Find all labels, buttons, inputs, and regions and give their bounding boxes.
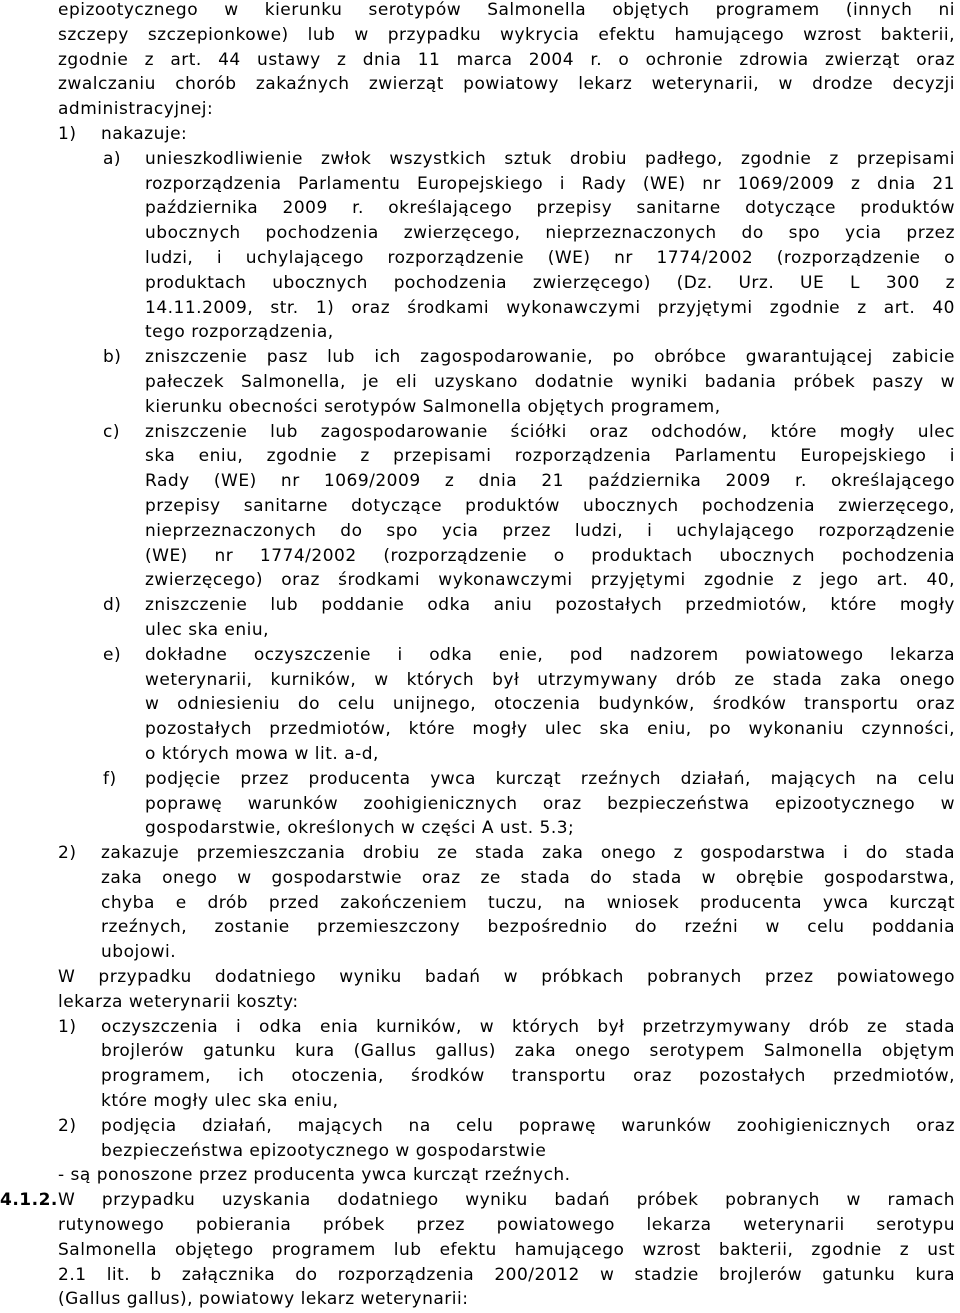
text-line: produktach ubocznych pochodzenia zwierzęcego) (Dz. Urz. UE L 300 z [145,272,955,293]
text-line: zniszczenie lub poddanie odka aniu pozostałych przedmiotów, które mogły [145,595,955,616]
text-line: podjęcie przez producenta ywca kurcząt rzeźnych działań, mających na celu [145,768,955,789]
text-line: administracyjnej: [58,99,214,120]
text-line: tego rozporządzenia, [145,322,334,343]
text-line: zgodnie z art. 44 ustawy z dnia 11 marca 2004 r. o ochronie zdrowia zwierząt oraz [58,49,955,70]
text-line: zniszczenie pasz lub ich zagospodarowanie, po obróbce gwarantującej zabicie [145,347,955,368]
text-line: rozporządzenia Parlamentu Europejskiego i Rady (WE) nr 1069/2009 z dnia 21 [145,173,955,194]
list-label: 2) [58,843,77,864]
text-line: (Gallus gallus), powiatowy lekarz weterynarii: [58,1289,469,1310]
text-line: dokładne oczyszczenie i odka enie, pod nadzorem powiatowego lekarza [145,644,955,665]
list-label: d) [103,595,122,616]
text-line: zakazuje przemieszczania drobiu ze stada zaka onego z gospodarstwa i do stada [101,843,955,864]
text-line: zwalczaniu chorób zakaźnych zwierząt powiatowy lekarz weterynarii, w drodze decyzji [58,74,955,95]
text-line: rzeźnych, zostanie przemieszczony bezpośrednio do rzeźni w celu poddania [101,917,955,938]
text-line: pałeczek Salmonella, je eli uzyskano dodatnie wyniki badania próbek paszy w [145,371,955,392]
text-line: kierunku obecności serotypów Salmonella objętych programem, [145,396,721,417]
list-label: a) [103,148,122,169]
text-line: które mogły ulec ska eniu, [101,1091,339,1112]
text-line: rutynowego pobierania próbek przez powiatowego lekarza weterynarii serotypu [58,1215,955,1236]
text-line: nakazuje: [101,123,188,144]
text-line: W przypadku uzyskania dodatniego wyniku badań próbek pobranych w ramach [58,1190,955,1211]
list-item-f [103,767,955,841]
list-item-a [103,147,955,345]
text-line: szczepy szczepionkowe) lub w przypadku wykrycia efektu hamującego wzrost bakterii, [58,24,955,45]
list-item-1 [58,122,955,147]
list-item-b [103,345,955,419]
text-line: - są ponoszone przez producenta ywca kurcząt rzeźnych. [58,1165,571,1186]
costs-conclusion [58,1163,955,1188]
list-label: 2) [58,1115,77,1136]
text-line: ulec ska eniu, [145,619,270,640]
text-line: zaka onego w gospodarstwie oraz ze stada do stada w obrębie gospodarstwa, [101,867,955,888]
text-line: ubocznych pochodzenia zwierzęcego, nieprzeznaczonych do spo ycia przez [145,223,955,244]
text-line: bezpieczeństwa epizootycznego w gospodarstwie [101,1140,547,1161]
text-line: zwierzęcego) oraz środkami wykonawczymi przyjętymi zgodnie z jego art. 40, [145,570,955,591]
text-line: chyba e drób przed zakończeniem tuczu, na wniosek producenta ywca kurcząt [101,892,955,913]
text-line: epizootycznego w kierunku serotypów Salmonella objętych programem (innych ni [58,0,955,20]
text-line: nieprzeznaczonych do spo ycia przez ludzi, i uchylającego rozporządzenie [145,520,955,541]
list-label: b) [103,347,122,368]
text-line: o których mowa w lit. a-d, [145,743,379,764]
section-number: 4.1.2. [0,1190,58,1211]
list-item-2 [58,841,955,965]
intro-paragraph [58,0,955,122]
text-line: gospodarstwie, określonych w części A ust. 5.3; [145,818,575,839]
text-line: poprawę warunków zoohigienicznych oraz bezpieczeństwa epizootycznego w [145,793,955,814]
list-label: 1) [58,123,77,144]
costs-item-2 [58,1114,955,1164]
text-line: lekarza weterynarii koszty: [58,991,299,1012]
text-line: brojlerów gatunku kura (Gallus gallus) zaka onego serotypem Salmonella objętym [101,1041,955,1062]
text-line: W przypadku dodatniego wyniku badań w próbkach pobranych przez powiatowego [58,967,955,988]
text-line: (WE) nr 1774/2002 (rozporządzenie o produktach ubocznych pochodzenia [145,545,955,566]
text-line: ludzi, i uchylającego rozporządzenie (WE) nr 1774/2002 (rozporządzenie o [145,247,955,268]
list-label: f) [103,768,117,789]
text-line: 2.1 lit. b załącznika do rozporządzenia 200/2012 w stadzie brojlerów gatunku kura [58,1264,955,1285]
list-item-e [103,643,955,767]
list-item-d [103,593,955,643]
text-line: weterynarii, kurników, w których był utrzymywany drób ze stada zaka onego [145,669,955,690]
list-label: 1) [58,1016,77,1037]
text-line: ska eniu, zgodnie z przepisami rozporządzenia Parlamentu Europejskiego i [145,446,955,467]
list-item-c [103,420,955,594]
text-line: 14.11.2009, str. 1) oraz środkami wykonawczymi przyjętymi zgodnie z art. 40 [145,297,955,318]
text-line: oczyszczenia i odka enia kurników, w których był przetrzymywany drób ze stada [101,1016,955,1037]
text-line: podjęcia działań, mających na celu poprawę warunków zoohigienicznych oraz [101,1115,955,1136]
text-line: zniszczenie lub zagospodarowanie ściółki oraz odchodów, które mogły ulec [145,421,955,442]
text-line: w odniesieniu do celu unijnego, otoczenia budynków, środków transportu oraz [145,694,955,715]
text-line: przepisy sanitarne dotyczące produktów ubocznych pochodzenia zwierzęcego, [145,495,955,516]
text-line: pozostałych przedmiotów, które mogły ulec ska eniu, po wykonaniu czynności, [145,719,955,740]
text-line: Rady (WE) nr 1069/2009 z dnia 21 października 2009 r. określającego [145,471,955,492]
text-line: unieszkodliwienie zwłok wszystkich sztuk drobiu padłego, zgodnie z przepisami [145,148,955,169]
text-line: ubojowi. [101,942,177,963]
costs-paragraph [58,965,955,1015]
list-label: c) [103,421,120,442]
list-label: e) [103,644,122,665]
text-line: października 2009 r. określającego przepisy sanitarne dotyczące produktów [145,198,955,219]
text-line: Salmonella objętego programem lub efektu hamującego wzrost bakterii, zgodnie z ust [58,1239,955,1260]
costs-item-1 [58,1015,955,1114]
section-4-1-2 [0,1188,955,1312]
text-line: programem, ich otoczenia, środków transportu oraz pozostałych przedmiotów, [101,1066,955,1087]
